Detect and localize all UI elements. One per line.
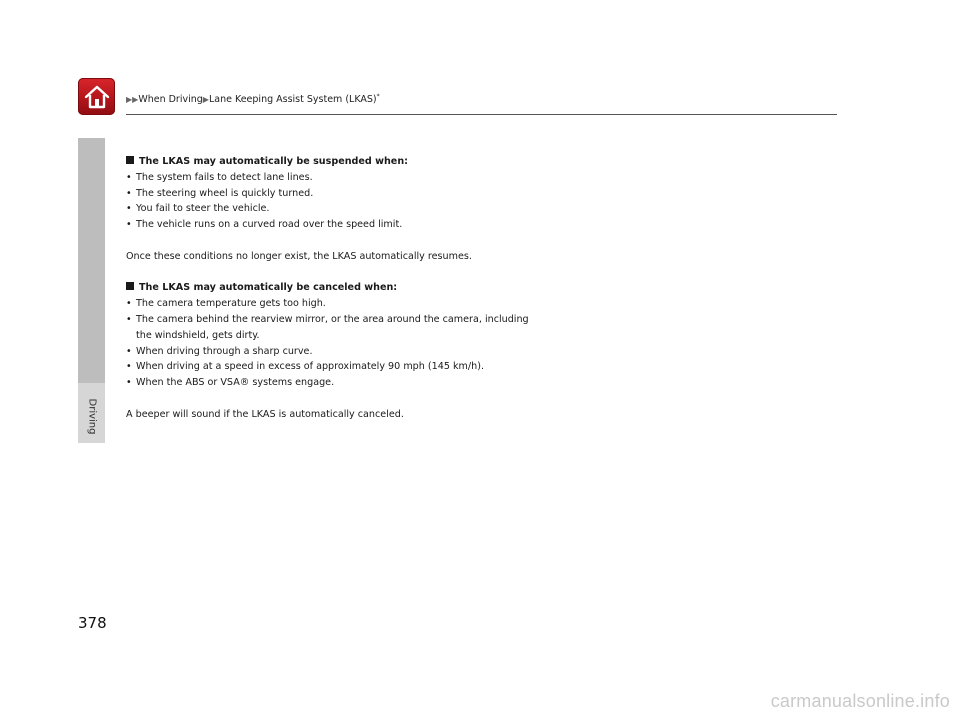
breadcrumb-current[interactable]: Lane Keeping Assist System (LKAS) [208, 94, 377, 106]
list-item: • The camera temperature gets too high. [126, 296, 826, 312]
breadcrumb-arrow-icon: ▶▶ [126, 95, 139, 105]
list-item: • When driving at a speed in excess of approximately 90 mph (145 km/h). [126, 359, 826, 375]
page-number: 378 [78, 614, 107, 632]
section-heading: The LKAS may automatically be canceled when: [126, 280, 826, 296]
suspend-conditions-list [126, 170, 826, 233]
square-bullet-icon [126, 282, 134, 290]
breadcrumb-link-when-driving[interactable]: When Driving [138, 94, 203, 106]
resume-note: Once these conditions no longer exist, the LKAS automatically resumes. [126, 250, 472, 262]
beeper-note: A beeper will sound if the LKAS is automatically canceled. [126, 408, 404, 420]
list-item: • The steering wheel is quickly turned. [126, 186, 826, 202]
breadcrumb-superscript: * [376, 93, 380, 100]
breadcrumb-arrow-icon: ▶ [202, 95, 209, 105]
side-tab-label[interactable]: Driving [86, 398, 98, 434]
home-icon [83, 83, 111, 111]
list-item-continuation: the windshield, gets dirty. [136, 329, 260, 341]
list-item: • When driving through a sharp curve. [126, 344, 826, 360]
page-content [126, 154, 826, 423]
side-tab [78, 138, 105, 383]
list-item: • You fail to steer the vehicle. [126, 201, 826, 217]
breadcrumb [126, 93, 380, 105]
list-item: • The vehicle runs on a curved road over the speed limit. [126, 217, 826, 233]
watermark: carmanualsonline.info [770, 691, 950, 711]
header-divider [126, 114, 837, 115]
square-bullet-icon [126, 156, 134, 164]
list-item: • The camera behind the rearview mirror, or the area around the camera, including [126, 312, 826, 328]
home-button[interactable] [78, 78, 115, 115]
cancel-conditions-list [126, 296, 826, 391]
list-item: • The system fails to detect lane lines. [126, 170, 826, 186]
list-item: • When the ABS or VSA® systems engage. [126, 375, 826, 391]
section-heading: The LKAS may automatically be suspended when: [126, 154, 826, 170]
